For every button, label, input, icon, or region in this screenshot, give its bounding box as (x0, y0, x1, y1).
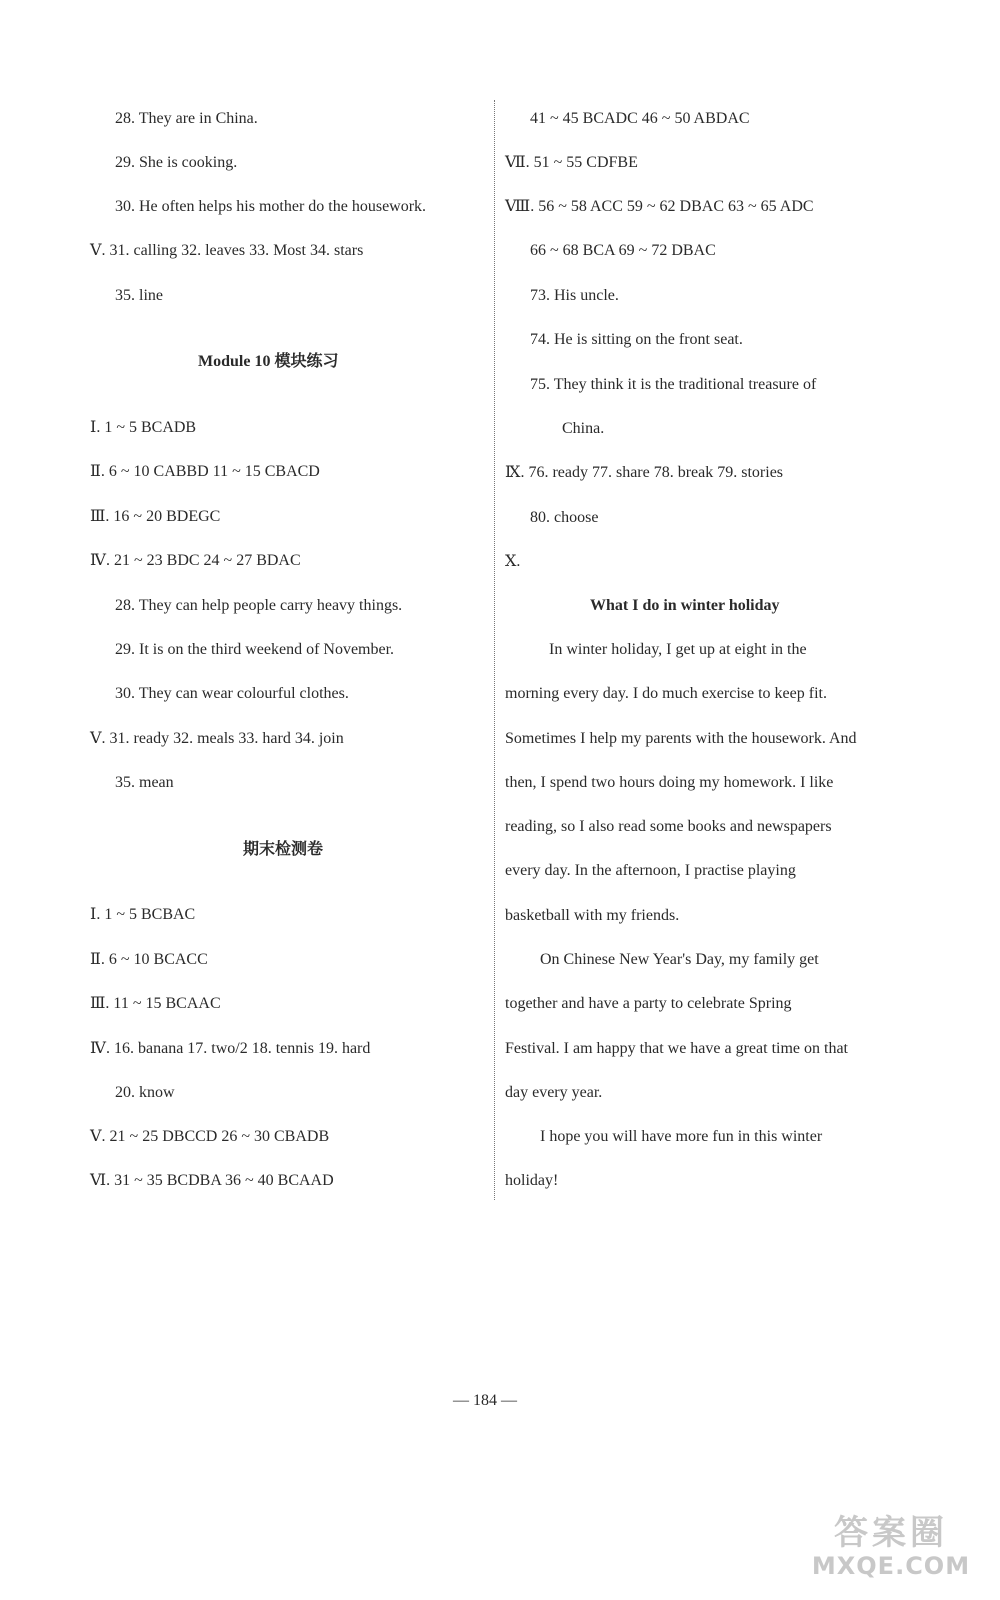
essay-line: basketball with my friends. (505, 906, 680, 924)
answer-line: 28. They can help people carry heavy things. (115, 597, 403, 614)
answer-line: 66 ~ 68 BCA 69 ~ 72 DBAC (530, 242, 716, 259)
answer-line: 30. He often helps his mother do the housework. (115, 198, 427, 215)
answer-line: Ⅴ. 31. ready 32. meals 33. hard 34. join (90, 730, 344, 747)
answer-line: 35. line (115, 287, 163, 304)
answer-line: Ⅰ. 1 ~ 5 BCADB (90, 419, 197, 436)
answer-line: 75. They think it is the traditional treasure of (530, 376, 817, 393)
essay-line: reading, so I also read some books and newspapers (505, 818, 832, 836)
answer-line: Ⅱ. 6 ~ 10 CABBD 11 ~ 15 CBACD (90, 463, 320, 480)
essay-line: I hope you will have more fun in this winter (540, 1128, 823, 1145)
essay-line: morning every day. I do much exercise to keep fit. (505, 685, 827, 703)
answer-line: 29. She is cooking. (115, 154, 238, 171)
page-number: — 184 — (453, 1392, 517, 1409)
answer-line: 30. They can wear colourful clothes. (115, 685, 349, 702)
essay-line: then, I spend two hours doing my homework. I like (505, 773, 834, 791)
column-divider (494, 100, 495, 1200)
section-title-final-test: 期末检测卷 (243, 841, 324, 858)
essay-line: holiday! (505, 1172, 559, 1190)
answer-line: Ⅲ. 11 ~ 15 BCAAC (90, 995, 221, 1012)
watermark-text-bottom: MXQE.COM (811, 1552, 971, 1580)
answer-line: Ⅳ. 16. banana 17. two/2 18. tennis 19. hard (90, 1040, 371, 1057)
answer-line: 74. He is sitting on the front seat. (530, 331, 743, 348)
answer-line: Ⅱ. 6 ~ 10 BCACC (90, 951, 208, 968)
essay-line: In winter holiday, I get up at eight in the (549, 641, 807, 658)
answer-line: Ⅴ. 21 ~ 25 DBCCD 26 ~ 30 CBADB (90, 1128, 330, 1145)
answer-line: Ⅰ. 1 ~ 5 BCBAC (90, 906, 196, 923)
answer-line: 41 ~ 45 BCADC 46 ~ 50 ABDAC (530, 110, 750, 127)
answer-line: Ⅹ. (505, 553, 521, 570)
section-title-module10: Module 10 模块练习 (198, 353, 339, 370)
essay-paragraph-2 (505, 938, 898, 1115)
answer-line: 35. mean (115, 774, 174, 791)
answer-line: Ⅲ. 16 ~ 20 BDEGC (90, 508, 221, 525)
watermark-text-top: 答案圈 (834, 1513, 948, 1553)
essay-paragraph-1 (505, 628, 898, 938)
answer-line: 20. know (115, 1084, 175, 1101)
answer-line: 80. choose (530, 509, 599, 526)
essay-line: On Chinese New Year's Day, my family get (540, 951, 819, 968)
answer-line: Ⅷ. 56 ~ 58 ACC 59 ~ 62 DBAC 63 ~ 65 ADC (505, 198, 814, 215)
essay-line: Festival. I am happy that we have a great time on that (505, 1039, 848, 1057)
answer-line: Ⅳ. 21 ~ 23 BDC 24 ~ 27 BDAC (90, 552, 301, 569)
essay-line: every day. In the afternoon, I practise playing (505, 862, 796, 880)
essay-paragraph-3 (505, 1115, 898, 1204)
answer-line: Ⅸ. 76. ready 77. share 78. break 79. stories (505, 464, 784, 481)
answer-line: Ⅶ. 51 ~ 55 CDFBE (505, 154, 638, 171)
answer-line: China. (562, 420, 605, 437)
essay-line: together and have a party to celebrate Spring (505, 995, 792, 1013)
answer-line: 73. His uncle. (530, 287, 619, 304)
essay-title: What I do in winter holiday (590, 597, 780, 614)
answer-line: Ⅵ. 31 ~ 35 BCDBA 36 ~ 40 BCAAD (90, 1172, 334, 1189)
answer-line: Ⅴ. 31. calling 32. leaves 33. Most 34. stars (90, 242, 364, 259)
watermark-logo (806, 1513, 976, 1586)
essay-line: Sometimes I help my parents with the housework. And (505, 729, 857, 747)
answer-line: 28. They are in China. (115, 110, 258, 127)
answer-line: 29. It is on the third weekend of November. (115, 641, 395, 658)
essay-line: day every year. (505, 1083, 603, 1101)
